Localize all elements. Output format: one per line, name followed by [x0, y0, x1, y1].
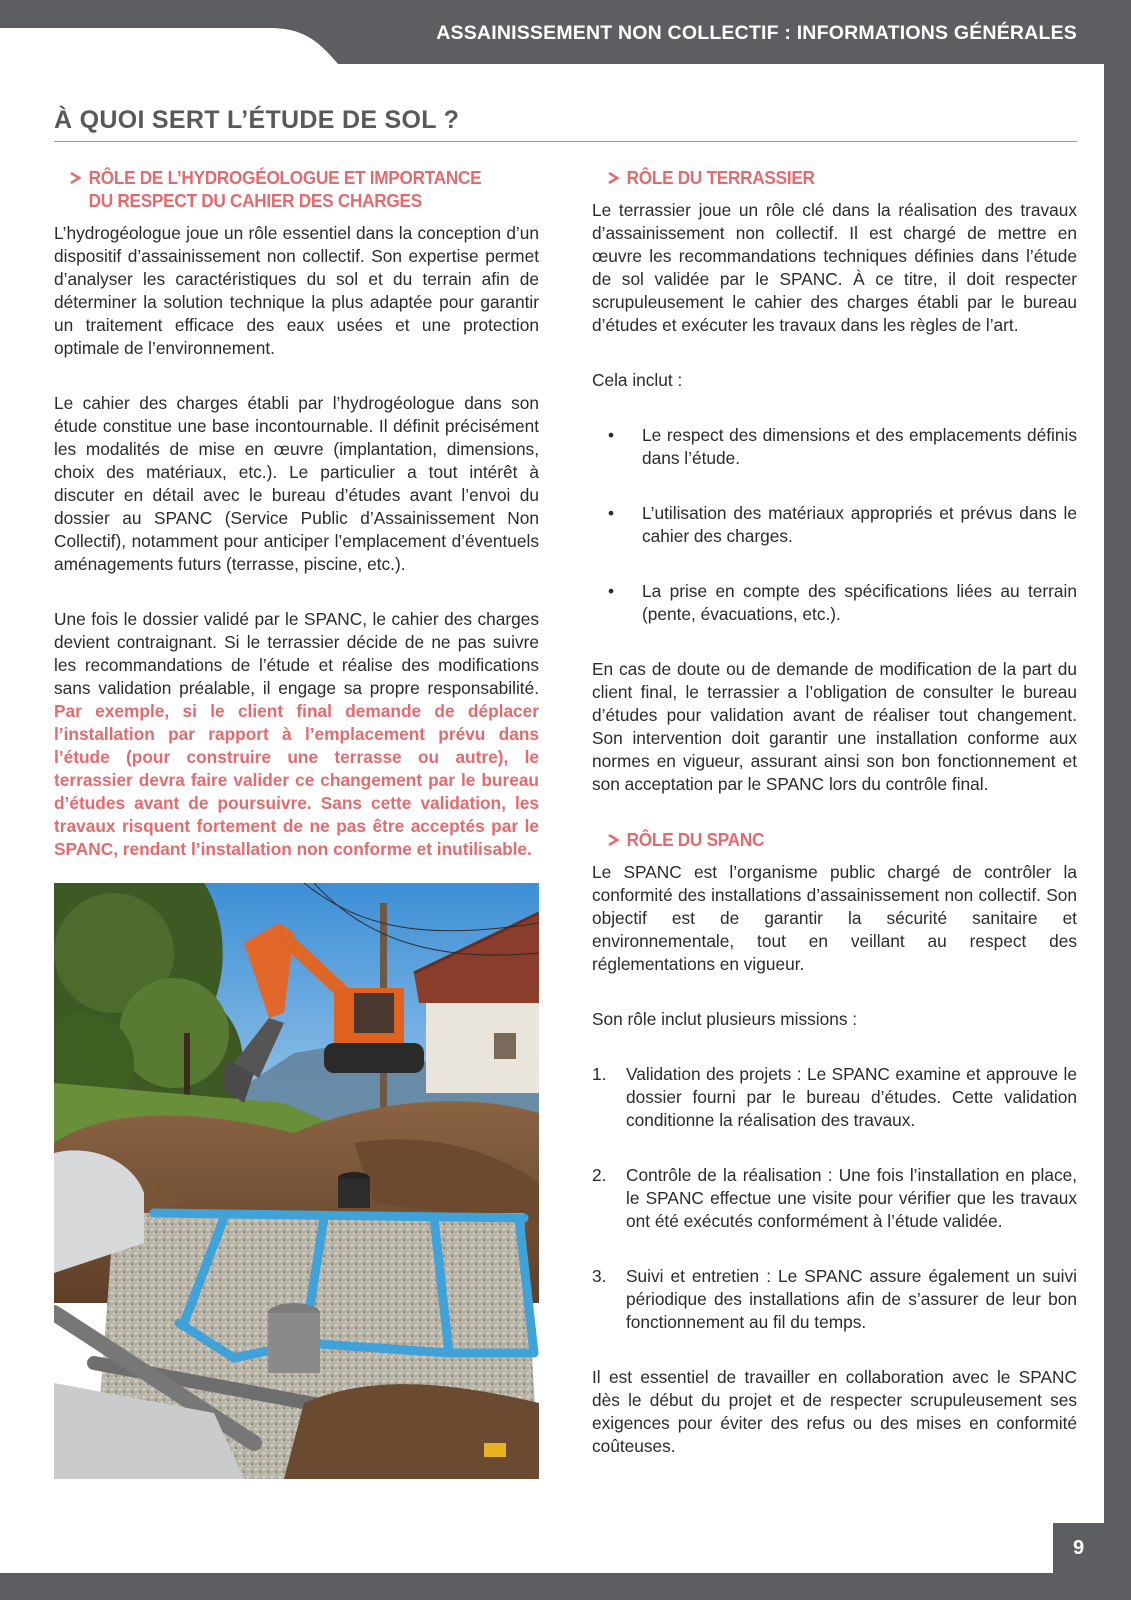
bullet-icon: • — [608, 503, 615, 523]
paragraph-validation-spanc — [54, 608, 539, 861]
page-title: À QUOI SERT L’ÉTUDE DE SOL ? — [54, 106, 460, 134]
paragraph-text: Une fois le dossier validé par le SPANC, le cahier des charges devient contraignant. Si le terrassier décide de ne pas suivre les recommandations de l’étude et réalise des modifications sans validation préalable, il engage sa propre responsabilité. — [54, 609, 539, 698]
section-heading-text: RÔLE DU SPANC — [626, 829, 765, 850]
list-item — [592, 502, 1077, 548]
list-item-text: Validation des projets : Le SPANC examine et approuve le dossier fourni par le bureau d’études. Cette validation conditionne la réalisation des travaux. — [626, 1064, 1077, 1130]
section-heading-spanc — [608, 828, 1095, 851]
chevron-right-icon — [608, 828, 619, 846]
list-number: 2. — [592, 1165, 607, 1185]
paragraph-conclusion: Il est essentiel de travailler en collaboration avec le SPANC dès le début du projet et de respecter scrupuleusement ses exigences pour éviter des refus ou des mises en conformité coûteuses. — [592, 1367, 1077, 1456]
bottom-frame-border — [0, 1573, 1131, 1600]
paragraph-modification: En cas de doute ou de demande de modification de la part du client final, le terrassier a l’obligation de consulter le bureau d’études pour validation avant de réaliser tout changement. Son intervention doit garantir une installation conforme aux normes en vigueur, assurant ainsi son bon fonctionnement et son acceptation par le SPANC lors du contrôle final. — [592, 659, 1077, 794]
list-item-text: La prise en compte des spécifications liées au terrain (pente, évacuations, etc.). — [642, 581, 1077, 624]
paragraph-cahier-des-charges: Le cahier des charges établi par l’hydrogéologue dans son étude constitue une base incontournable. Il définit précisément les modalités de mise en œuvre (implantation, dimensions, choix des matériaux, etc.). Le particulier a tout intérêt à discuter en détail avec le bureau d’études avant l’envoi du dossier au SPANC (Service Public d’Assainissement Non Collectif), notamment pour anticiper l’emplacement d’éventuels aménagements futurs (terrasse, piscine, etc.). — [54, 393, 539, 574]
list-item — [592, 1164, 1077, 1233]
list-item-text: Suivi et entretien : Le SPANC assure également un suivi périodique des installations afin de s’assurer de leur bon fonctionnement au fil du temps. — [626, 1266, 1077, 1332]
worksite-photo — [54, 883, 539, 1479]
list-item — [592, 1063, 1077, 1132]
spanc-missions-list — [592, 1063, 1077, 1334]
list-number: 3. — [592, 1266, 607, 1286]
list-item-text: Le respect des dimensions et des emplacements définis dans l’étude. — [642, 425, 1077, 468]
section-heading-hydrogeologue — [70, 166, 557, 212]
right-frame-border — [1104, 0, 1131, 1600]
left-column — [54, 166, 539, 1479]
list-item — [592, 1265, 1077, 1334]
highlighted-example: Par exemple, si le client final demande de déplacer l’installation par rapport à l’emplacement prévu dans l’étude (pour construire une terrasse ou autre), le terrassier devra faire valider ce changement par le bureau d’études avant de poursuivre. Sans cette validation, les travaux risquent fortement de ne pas être acceptés par le SPANC, rendant l’installation non conforme et inutilisable. — [54, 701, 539, 859]
paragraph-cela-inclut: Cela inclut : — [592, 370, 683, 390]
list-item-text: L’utilisation des matériaux appropriés et prévus dans le cahier des charges. — [642, 503, 1077, 546]
terrassier-obligations-list — [592, 424, 1077, 626]
list-item — [592, 424, 1077, 470]
chevron-right-icon — [70, 166, 81, 184]
title-divider — [54, 141, 1077, 142]
bullet-icon: • — [608, 425, 615, 445]
list-number: 1. — [592, 1064, 607, 1084]
section-heading-terrassier — [608, 166, 1095, 189]
header-title: ASSAINISSEMENT NON COLLECTIF : INFORMATIONS GÉNÉRALES — [436, 22, 1077, 44]
excavation-illustration — [54, 883, 539, 1479]
bullet-icon: • — [608, 581, 615, 601]
paragraph-hydrogeologue-role: L’hydrogéologue joue un rôle essentiel dans la conception d’un dispositif d’assainissement non collectif. Son expertise permet d’analyser les caractéristiques du sol et du terrain afin de déterminer la solution technique la plus adaptée pour garantir un traitement efficace des eaux usées et une protection optimale de l’environnement. — [54, 223, 539, 358]
paragraph-spanc-role: Le SPANC est l’organisme public chargé de contrôler la conformité des installations d’assainissement non collectif. Son objectif est de garantir la sécurité sanitaire et environnementale, tout en veillant au respect des réglementations en vigueur. — [592, 862, 1077, 974]
page-number: 9 — [1053, 1523, 1104, 1573]
list-item-text: Contrôle de la réalisation : Une fois l’installation en place, le SPANC effectue une visite pour vérifier que les travaux ont été exécutés conformément à l’étude validée. — [626, 1165, 1077, 1231]
chevron-right-icon — [608, 166, 619, 184]
section-heading-text: RÔLE DE L’HYDROGÉOLOGUE ET IMPORTANCE DU RESPECT DU CAHIER DES CHARGES — [88, 167, 482, 211]
right-column — [592, 166, 1077, 1458]
paragraph-terrassier-role: Le terrassier joue un rôle clé dans la réalisation des travaux d’assainissement non collectif. Il est chargé de mettre en œuvre les recommandations techniques définies dans l’étude de sol validée par le SPANC. À ce titre, il doit respecter scrupuleusement le cahier des charges établi par le bureau d’études et exécuter les travaux dans les règles de l’art. — [592, 200, 1077, 335]
paragraph-missions-intro: Son rôle inclut plusieurs missions : — [592, 1009, 858, 1029]
section-heading-text: RÔLE DU TERRASSIER — [626, 167, 815, 188]
list-item — [592, 580, 1077, 626]
